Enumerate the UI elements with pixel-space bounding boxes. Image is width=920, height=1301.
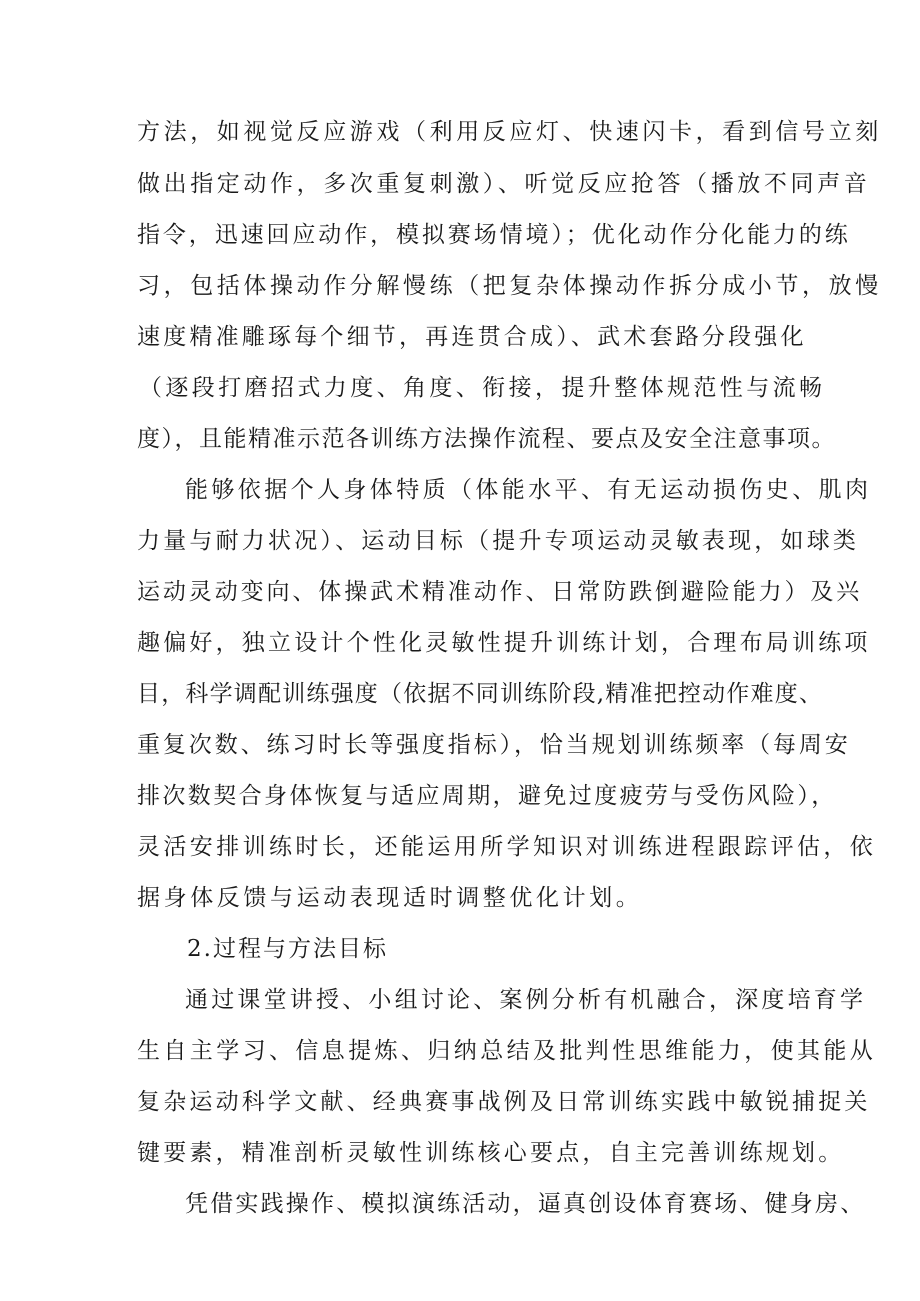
text-line-5: 速度精准雕琢每个细节，再连贯合成）、武术套路分段强化 [137, 324, 807, 350]
text-line-21: 键要素，精准剖析灵敏性训练核心要点，自主完善训练规划。 [137, 1140, 845, 1166]
text-line-14: 排次数契合身体恢复与适应周期，避免过度疲劳与受伤风险）， [137, 783, 837, 809]
section-heading: 2.过程与方法目标 [187, 936, 388, 962]
paragraph-indent-line-22: 凭借实践操作、模拟演练活动，逼真创设体育赛场、健身房、 [185, 1191, 866, 1217]
text-line-11: 趣偏好，独立设计个性化灵敏性提升训练计划，合理布局训练项 [137, 630, 871, 656]
text-line-2: 做出指定动作，多次重复刺激）、听觉反应抢答（播放不同声音 [137, 171, 871, 197]
text-line-7: 度），且能精准示范各训练方法操作流程、要点及安全注意事项。 [137, 426, 836, 452]
paragraph-indent-line-8: 能够依据个人身体特质（体能水平、有无运动损伤史、肌肉 [185, 477, 872, 503]
text-line-6: （逐段打磨招式力度、角度、衔接，提升整体规范性与流畅 [139, 375, 826, 401]
text-line-13: 重复次数、练习时长等强度指标），恰当规划训练频率（每周安 [137, 732, 851, 758]
text-line-15: 灵活安排训练时长，还能运用所学知识对训练进程跟踪评估，依 [137, 834, 877, 860]
text-line-1: 方法，如视觉反应游戏（利用反应灯、快速闪卡，看到信号立刻 [137, 119, 882, 145]
text-line-4: 习，包括体操动作分解慢练（把复杂体操动作拆分成小节，放慢 [137, 273, 882, 299]
paragraph-indent-line-18: 通过课堂讲授、小组讨论、案例分析有机融合，深度培育学 [185, 987, 867, 1013]
text-line-16: 据身体反馈与运动表现适时调整优化计划。 [137, 885, 643, 911]
text-line-19: 生自主学习、信息提炼、归纳总结及批判性思维能力，使其能从 [137, 1038, 877, 1064]
text-line-20: 复杂运动科学文献、经典赛事战例及日常训练实践中敏锐捕捉关 [137, 1089, 871, 1115]
text-line-12: 目，科学调配训练强度（依据不同训练阶段,精准把控动作难度、 [137, 681, 824, 707]
text-line-10: 运动灵动变向、体操武术精准动作、日常防跌倒避险能力）及兴 [137, 579, 863, 605]
text-line-9: 力量与耐力状况）、运动目标（提升专项运动灵敏表现，如球类 [137, 528, 860, 554]
text-line-3: 指令，迅速回应动作，模拟赛场情境）；优化动作分化能力的练 [137, 222, 851, 248]
